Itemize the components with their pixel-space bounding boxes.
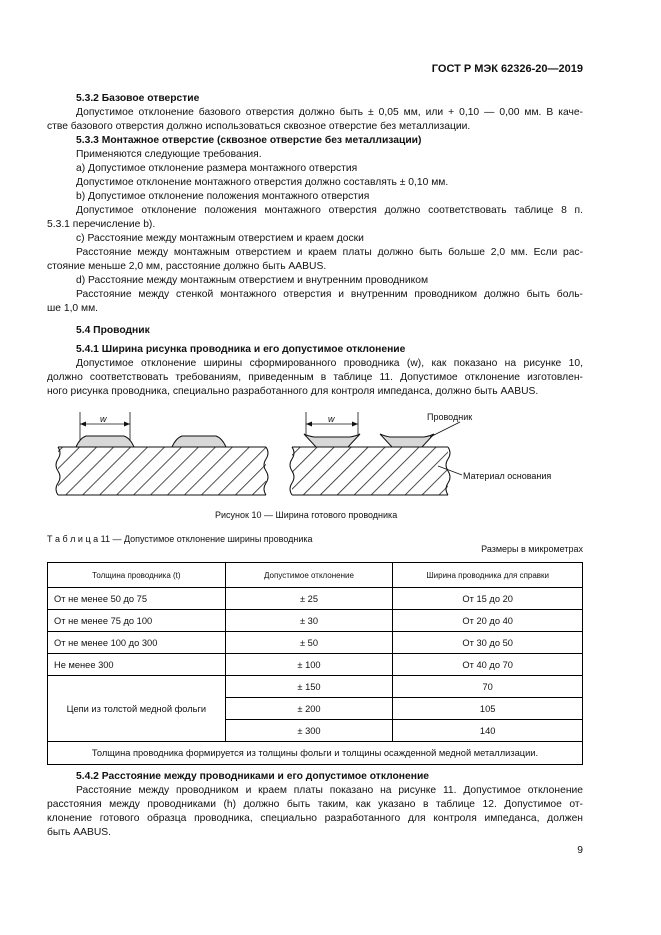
table-cell: От 15 до 20 [393, 588, 583, 610]
table-cell: От не менее 100 до 300 [48, 632, 226, 654]
table-header: Допустимое отклонение [225, 563, 393, 588]
label-conductor: Проводник [427, 412, 473, 422]
table-cell: От не менее 75 до 100 [48, 610, 226, 632]
table-row [48, 632, 583, 654]
table-row [48, 588, 583, 610]
table-cell-thick-foil: Цепи из толстой медной фольги [48, 676, 226, 742]
left-substrate [56, 447, 268, 495]
left-conductor-1 [76, 436, 134, 447]
section-title-5-3-3: 5.3.3 Монтажное отверстие (сквозное отверстие без металлизации) [76, 135, 422, 146]
table-row [48, 610, 583, 632]
section-title-5-4: 5.4 Проводник [76, 325, 150, 336]
paragraph-line: b) Допустимое отклонение положения монтажного отверстия [76, 191, 370, 202]
paragraph-line: d) Расстояние между монтажным отверстием и внутренним проводником [76, 275, 429, 286]
paragraph-line: стве базового отверстия должно использоваться сквозное отверстие без металлизации. [47, 121, 471, 132]
table-note-row [48, 742, 583, 765]
paragraph-line: Допустимое отклонение базового отверстия должно быть ± 0,05 мм, или + 0,10 — 0,00 мм. В каче- [76, 107, 583, 118]
paragraph-line: ше 1,0 мм. [47, 303, 99, 314]
paragraph-line: Расстояние между монтажным отверстием и краем платы должно быть больше 2,0 мм. Если рас- [76, 247, 583, 258]
table-header: Толщина проводника (t) [48, 563, 226, 588]
right-substrate [290, 447, 450, 495]
table-cell: От 40 до 70 [393, 654, 583, 676]
table-cell: ± 25 [225, 588, 393, 610]
table-note: Толщина проводника формируется из толщины фольги и толщины осажденной медной металлизации. [48, 742, 583, 765]
label-w-left: w [100, 414, 107, 424]
paragraph-line: стояние меньше 2,0 мм, расстояние должно быть AABUS. [47, 261, 327, 272]
document-header: ГОСТ Р МЭК 62326-20—2019 [431, 63, 583, 75]
table-cell: От 30 до 50 [393, 632, 583, 654]
paragraph-line: должно соответствовать требованиям, приведенным в таблице 11. Допустимое отклонение изготовлен- [47, 372, 583, 383]
section-title-5-4-1: 5.4.1 Ширина рисунка проводника и его допустимое отклонение [76, 344, 406, 355]
table-11 [47, 562, 583, 765]
figure-caption: Рисунок 10 — Ширина готового проводника [215, 510, 398, 520]
label-w-right: w [328, 414, 335, 424]
left-conductor-2 [172, 436, 226, 447]
table-cell: Не менее 300 [48, 654, 226, 676]
table-cell: 140 [393, 720, 583, 742]
table-cell: ± 150 [225, 676, 393, 698]
table-cell: 105 [393, 698, 583, 720]
table-header: Ширина проводника для справки [393, 563, 583, 588]
paragraph-line: клонение готового образца проводника, специально разработанного для контроля импеданса, должен [47, 813, 583, 824]
paragraph-line: Расстояние между проводником и краем платы показано на рисунке 11. Допустимое отклонение [76, 785, 583, 796]
table-caption: Т а б л и ц а 11 — Допустимое отклонение ширины проводника [47, 534, 313, 544]
paragraph-line: Допустимое отклонение положения монтажного отверстия должно соответствовать таблице 8 п. [76, 205, 583, 216]
paragraph-line: 5.3.1 перечисление b). [47, 219, 156, 230]
paragraph-line: Расстояние между стенкой монтажного отверстия и внутренним проводником должно быть боль- [76, 289, 583, 300]
paragraph-line: быть AABUS. [47, 827, 112, 838]
table-units: Размеры в микрометрах [481, 544, 583, 554]
paragraph-line: ного рисунка проводника, специально разработанного для контроля импеданса, должно быть AABUS. [47, 386, 539, 397]
paragraph-line: Допустимое отклонение монтажного отверстия должно составлять ± 0,10 мм. [76, 177, 449, 188]
table-cell: ± 300 [225, 720, 393, 742]
table-cell: ± 50 [225, 632, 393, 654]
table-cell: 70 [393, 676, 583, 698]
paragraph-line: Допустимое отклонение ширины сформированного проводника (w), как показано на рисунке 10, [76, 358, 583, 369]
leader-conductor [430, 422, 460, 437]
section-title-5-3-2: 5.3.2 Базовое отверстие [76, 93, 200, 104]
page-number: 9 [577, 845, 583, 856]
table-cell: От не менее 50 до 75 [48, 588, 226, 610]
table-cell: ± 30 [225, 610, 393, 632]
paragraph-line: a) Допустимое отклонение размера монтажного отверстия [76, 163, 358, 174]
table-header-row [48, 563, 583, 588]
paragraph-line: расстояния между проводниками (h) должно быть таким, как указано в таблице 12. Допустимое от- [47, 799, 583, 810]
table-cell: ± 100 [225, 654, 393, 676]
table-cell: От 20 до 40 [393, 610, 583, 632]
table-row [48, 654, 583, 676]
paragraph-line: c) Расстояние между монтажным отверстием и краем доски [76, 233, 364, 244]
section-title-5-4-2: 5.4.2 Расстояние между проводниками и его допустимое отклонение [76, 771, 430, 782]
table-row [48, 676, 583, 698]
paragraph-line: Применяются следующие требования. [76, 149, 262, 160]
right-conductor-2 [380, 434, 434, 447]
right-conductor-1 [304, 434, 360, 447]
table-cell: ± 200 [225, 698, 393, 720]
label-base-material: Материал основания [463, 471, 552, 481]
